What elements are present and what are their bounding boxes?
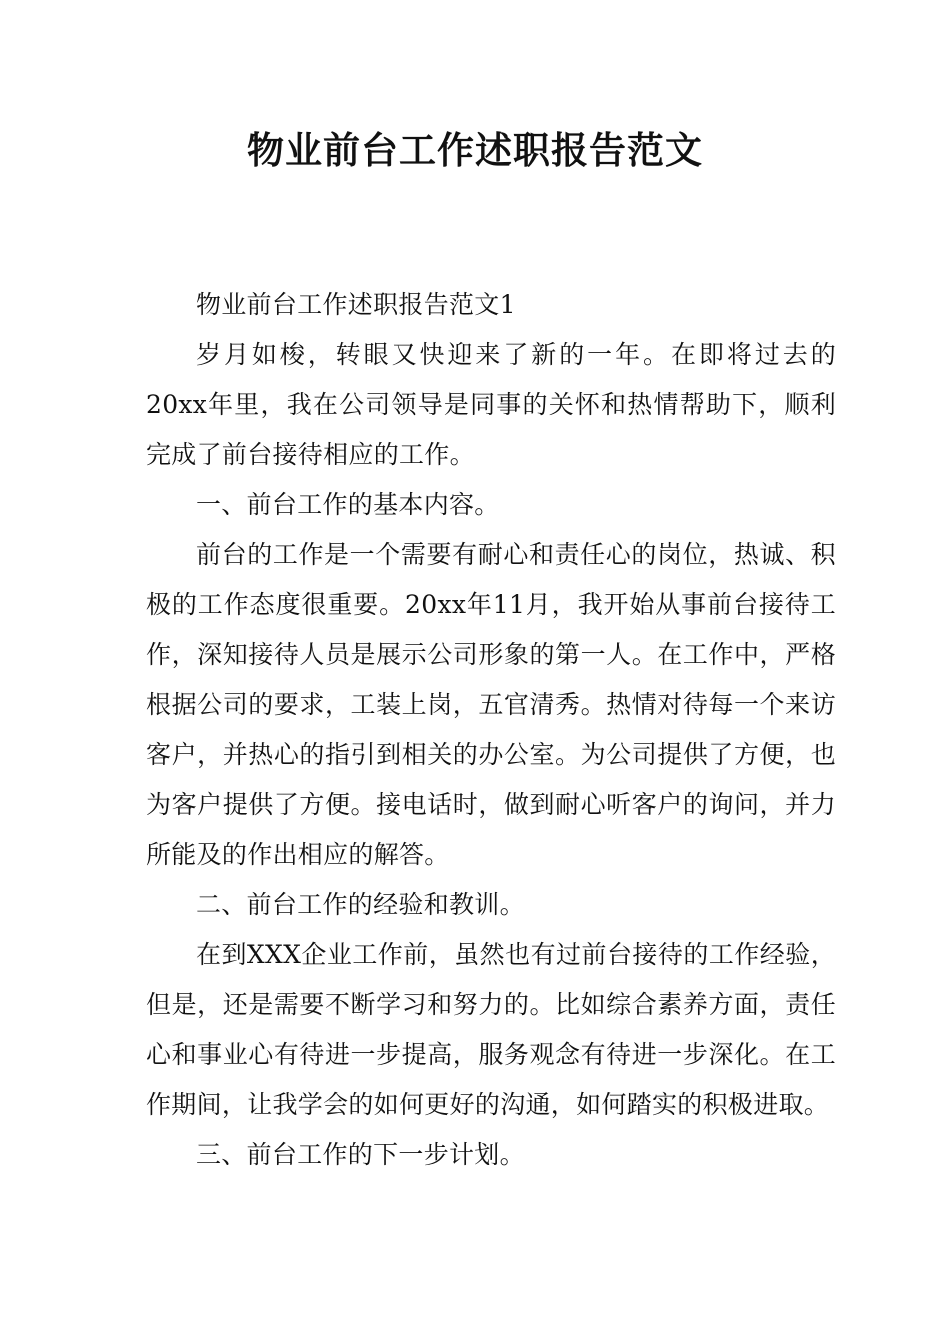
document-title: 物业前台工作述职报告范文: [247, 129, 703, 172]
section-heading-1: 物业前台工作述职报告范文1: [196, 290, 516, 319]
paragraph-intro: 岁月如梭，转眼又快迎来了新的一年。在即将过去的20xx年里，我在公司领导是同事的关怀和热情帮助下，顺利完成了前台接待相应的工作。: [146, 340, 836, 469]
section-heading-basic-content: 一、前台工作的基本内容。: [196, 490, 500, 519]
section-heading-next-plan: 三、前台工作的下一步计划。: [196, 1140, 525, 1169]
paragraph-experience: 在到XXX企业工作前，虽然也有过前台接待的工作经验，但是，还是需要不断学习和努力的。比如综合素养方面，责任心和事业心有待进一步提高，服务观念有待进一步深化。在工作期间，让我学会的如何更好的沟通，如何踏实的积极进取。: [146, 940, 836, 1119]
section-heading-experience: 二、前台工作的经验和教训。: [196, 890, 525, 919]
paragraph-basic-content: 前台的工作是一个需要有耐心和责任心的岗位，热诚、积极的工作态度很重要。20xx年11月，我开始从事前台接待工作，深知接待人员是展示公司形象的第一人。在工作中，严格根据公司的要求，工装上岗，五官清秀。热情对待每一个来访客户，并热心的指引到相关的办公室。为公司提供了方便，也为客户提供了方便。接电话时，做到耐心听客户的询问，并力所能及的作出相应的解答。: [146, 540, 836, 869]
document-body: [146, 280, 836, 1180]
